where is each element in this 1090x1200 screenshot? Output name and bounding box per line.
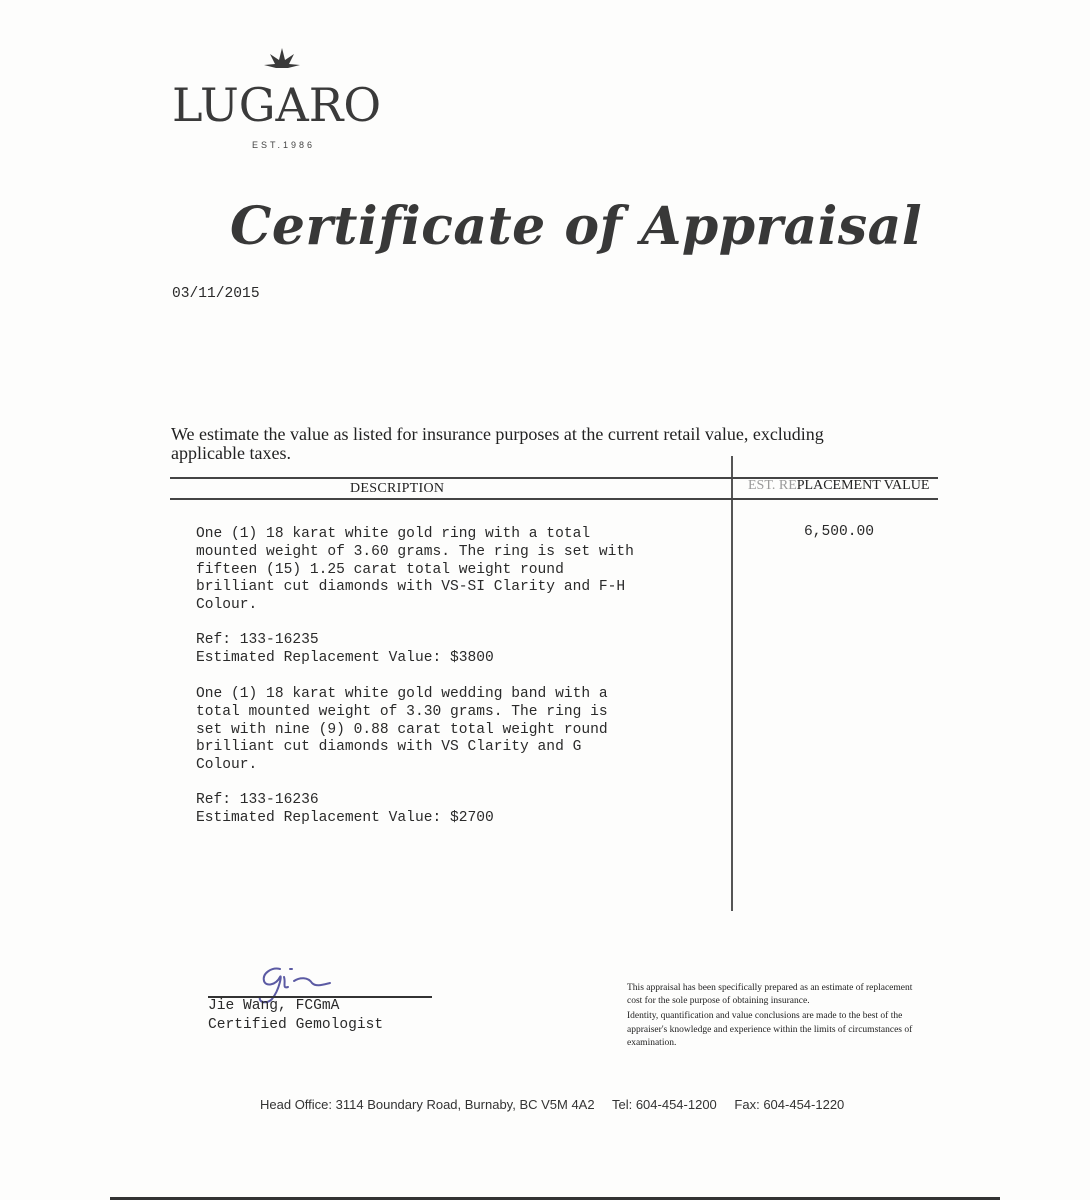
disclaimer-purpose: This appraisal has been specifically prepared as an estimate of replacement cost for the sole purpose of obtaining insurance.: [627, 983, 913, 1007]
footer-tel: Tel: 604-454-1200: [611, 1097, 717, 1112]
item-2-value: Estimated Replacement Value: $2700: [196, 810, 494, 826]
crown-icon: [262, 48, 302, 74]
header-description: DESCRIPTION: [350, 481, 445, 496]
intro-text: We estimate the value as listed for insurance purposes at the current retail value, excluding applicable taxes.: [171, 424, 824, 463]
header-replacement-value: [748, 478, 929, 494]
brand-established: EST.1986: [252, 140, 316, 150]
certificate-date: 03/11/2015: [172, 286, 260, 302]
page-title: Certificate of Appraisal: [230, 196, 923, 257]
table-rule-bottom: [170, 498, 938, 500]
footer-fax: Fax: 604-454-1220: [734, 1097, 845, 1112]
footer-contact: [260, 1097, 858, 1112]
column-divider: [731, 456, 733, 911]
signer-name: Jie Wang, FCGmA: [208, 998, 340, 1014]
signer-title: Certified Gemologist: [208, 1017, 384, 1033]
header-value-faint: EST. RE: [748, 478, 797, 493]
disclaimer-limits: Identity, quantification and value conclusions are made to the best of the appraiser's knowledge and experience within the limits of circumstances of examination.: [627, 1011, 913, 1048]
header-value-rest: PLACEMENT VALUE: [796, 478, 930, 493]
item-1-description: One (1) 18 karat white gold ring with a total mounted weight of 3.60 grams. The ring is set with fifteen (15) 1.25 carat total weight round brilliant cut diamonds with VS-SI Clarity and F-H Colour.: [196, 526, 634, 614]
item-1-value: Estimated Replacement Value: $3800: [196, 650, 494, 666]
footer-address: Head Office: 3114 Boundary Road, Burnaby, BC V5M 4A2: [260, 1097, 595, 1112]
total-replacement-value: 6,500.00: [804, 524, 875, 540]
item-1-ref: Ref: 133-16235: [196, 632, 319, 648]
item-2-ref: Ref: 133-16236: [196, 792, 319, 808]
disclaimer: [627, 982, 927, 1050]
brand-name: LUGARO: [172, 78, 382, 132]
item-2-description: One (1) 18 karat white gold wedding band with a total mounted weight of 3.30 grams. The ring is set with nine (9) 0.88 carat total weight round brilliant cut diamonds with VS Clarity and G Colour.: [196, 686, 608, 774]
